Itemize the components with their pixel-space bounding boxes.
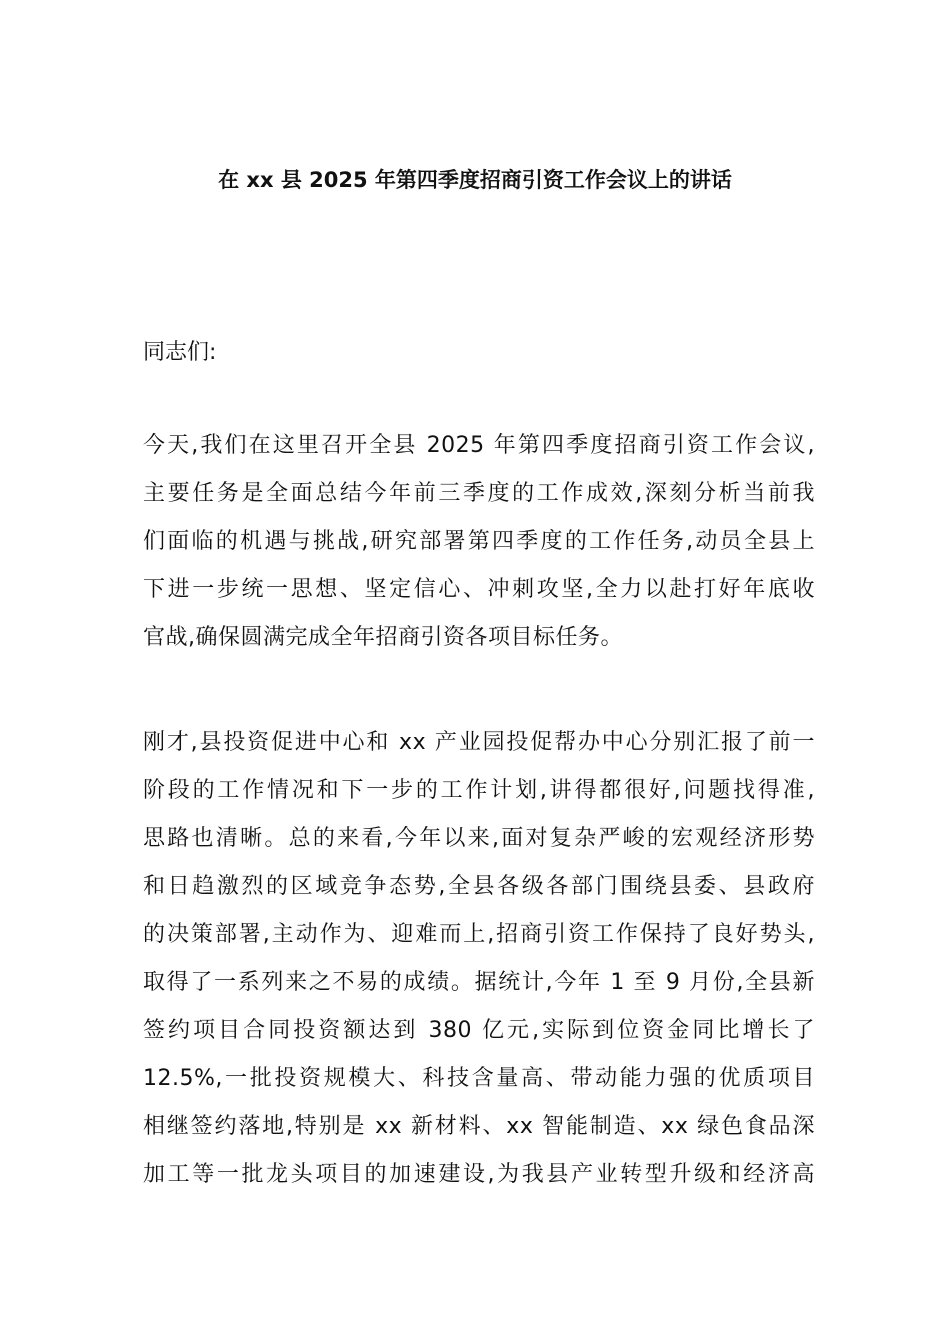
paragraph-line: 取得了一系列来之不易的成绩。据统计,今年 1 至 9 月份,全县新 [143, 970, 815, 995]
paragraph-line: 阶段的工作情况和下一步的工作计划,讲得都很好,问题找得准, [143, 778, 815, 803]
document-title: 在 xx 县 2025 年第四季度招商引资工作会议上的讲话 [218, 168, 732, 192]
salutation: 同志们: [143, 340, 217, 365]
paragraph-line: 刚才,县投资促进中心和 xx 产业园投促帮办中心分别汇报了前一 [143, 730, 815, 755]
paragraph-line: 思路也清晰。总的来看,今年以来,面对复杂严峻的宏观经济形势 [143, 826, 815, 851]
paragraph-1 [143, 422, 815, 662]
paragraph-line: 主要任务是全面总结今年前三季度的工作成效,深刻分析当前我 [143, 481, 815, 506]
paragraph-line: 和日趋激烈的区域竞争态势,全县各级各部门围绕县委、县政府 [143, 874, 815, 899]
paragraph-line: 下进一步统一思想、坚定信心、冲刺攻坚,全力以赴打好年底收 [143, 577, 815, 602]
paragraph-line: 的决策部署,主动作为、迎难而上,招商引资工作保持了良好势头, [143, 922, 815, 947]
paragraph-2 [143, 719, 815, 1199]
paragraph-line: 签约项目合同投资额达到 380 亿元,实际到位资金同比增长了 [143, 1018, 815, 1043]
paragraph-line: 12.5%,一批投资规模大、科技含量高、带动能力强的优质项目 [143, 1066, 815, 1091]
paragraph-line: 相继签约落地,特别是 xx 新材料、xx 智能制造、xx 绿色食品深 [143, 1114, 815, 1139]
paragraph-line: 今天,我们在这里召开全县 2025 年第四季度招商引资工作会议, [143, 433, 815, 458]
paragraph-line: 官战,确保圆满完成全年招商引资各项目标任务。 [143, 625, 623, 650]
paragraph-line: 们面临的机遇与挑战,研究部署第四季度的工作任务,动员全县上 [143, 529, 815, 554]
paragraph-line: 加工等一批龙头项目的加速建设,为我县产业转型升级和经济高 [143, 1162, 815, 1187]
